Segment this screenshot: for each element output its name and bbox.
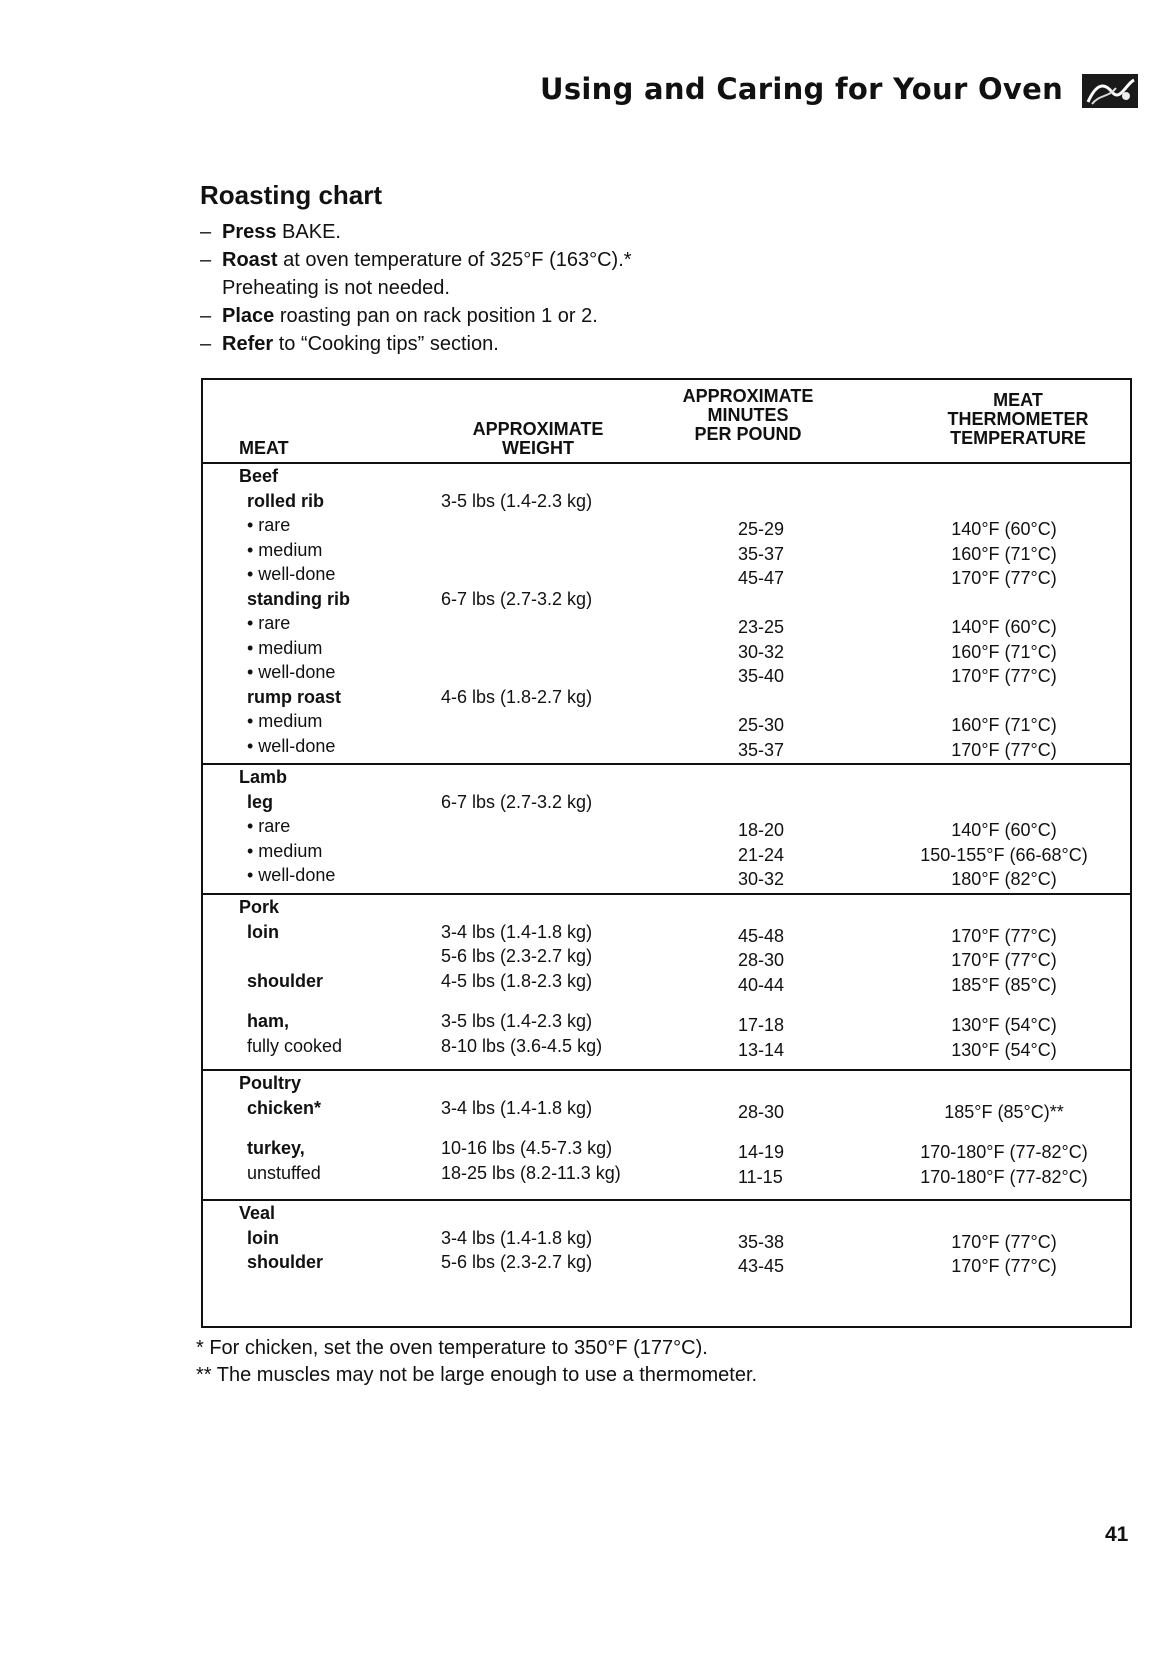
weight-cell: 3-4 lbs (1.4-1.8 kg): [441, 1227, 593, 1248]
instructions-list: [200, 218, 632, 358]
table-row: [203, 920, 1130, 945]
table-row: [203, 1009, 1130, 1034]
instruction-verb: Refer: [222, 333, 274, 355]
temperature-cell: 170°F (77°C): [951, 1256, 1057, 1276]
meat-cell: • rare: [247, 816, 291, 836]
table-row: [203, 1161, 1130, 1186]
meat-cell: shoulder: [247, 1252, 324, 1272]
minutes-cell: 43-45: [738, 1256, 785, 1276]
group-name: Poultry: [239, 1073, 302, 1093]
meat-cell: chicken*: [247, 1097, 322, 1118]
meat-cell: fully cooked: [247, 1035, 343, 1056]
minutes-cell: 13-14: [738, 1039, 785, 1060]
footnote-thermometer: ** The muscles may not be large enough to use a thermometer.: [196, 1364, 758, 1386]
minutes-cell: 18-20: [738, 820, 785, 840]
minutes-cell: 35-37: [738, 543, 785, 564]
header-temp-line2: THERMOMETER: [947, 409, 1089, 429]
meat-cell: • medium: [247, 840, 323, 861]
weight-cell: 5-6 lbs (2.3-2.7 kg): [441, 946, 593, 966]
table-row: [203, 1034, 1130, 1059]
temperature-cell: 185°F (85°C): [951, 974, 1057, 995]
instruction-text: roasting pan on rack position 1 or 2.: [274, 305, 598, 327]
footnote-chicken: * For chicken, set the oven temperature to 350°F (177°C).: [196, 1337, 708, 1359]
minutes-cell: 28-30: [738, 950, 785, 970]
weight-cell: 5-6 lbs (2.3-2.7 kg): [441, 1252, 593, 1272]
minutes-cell: 45-47: [738, 568, 785, 588]
table-row: [203, 685, 1130, 710]
temperature-cell: 170°F (77°C): [951, 950, 1057, 970]
table-row: [203, 636, 1130, 661]
minutes-cell: 21-24: [738, 844, 785, 865]
temperature-cell: 140°F (60°C): [951, 617, 1057, 637]
temperature-cell: 160°F (71°C): [951, 543, 1057, 564]
minutes-cell: 28-30: [738, 1101, 785, 1122]
header-weight: [443, 420, 633, 458]
temperature-cell: 130°F (54°C): [951, 1039, 1057, 1060]
minutes-cell: 17-18: [738, 1015, 785, 1035]
minutes-cell: 35-37: [738, 739, 785, 760]
table-row: [203, 587, 1130, 612]
meat-group-poultry: [203, 1071, 1130, 1201]
table-row: [203, 944, 1130, 969]
group-heading-row: [203, 464, 1130, 489]
weight-cell: 10-16 lbs (4.5-7.3 kg): [441, 1138, 613, 1158]
header-weight-line2: WEIGHT: [502, 438, 574, 458]
table-row: [203, 863, 1130, 888]
header-minutes-line2: MINUTES: [707, 405, 789, 425]
roasting-chart-table: [201, 378, 1132, 1328]
instruction-verb: Place: [222, 305, 275, 327]
instruction-verb: Roast: [222, 249, 278, 271]
temperature-cell: 160°F (71°C): [951, 715, 1057, 735]
meat-cell: • medium: [247, 539, 323, 560]
temperature-cell: 185°F (85°C)**: [944, 1101, 1064, 1122]
meat-cell: shoulder: [247, 970, 324, 991]
meat-cell: • well-done: [247, 564, 336, 584]
weight-cell: 6-7 lbs (2.7-3.2 kg): [441, 588, 593, 609]
meat-group-beef: [203, 464, 1130, 765]
minutes-cell: 23-25: [738, 617, 785, 637]
temperature-cell: 180°F (82°C): [951, 869, 1057, 889]
weight-cell: 3-4 lbs (1.4-1.8 kg): [441, 921, 593, 942]
weight-cell: 4-6 lbs (1.8-2.7 kg): [441, 686, 593, 707]
minutes-cell: 25-30: [738, 715, 785, 735]
minutes-cell: 30-32: [738, 869, 785, 889]
table-row: [203, 660, 1130, 685]
table-row: [203, 489, 1130, 514]
instruction-dash: –: [200, 249, 212, 271]
meat-cell: • rare: [247, 515, 291, 535]
weight-cell: 3-4 lbs (1.4-1.8 kg): [441, 1097, 593, 1118]
instruction-item: [200, 302, 632, 330]
meat-cell: • medium: [247, 637, 323, 658]
weight-cell: 3-5 lbs (1.4-2.3 kg): [441, 1011, 593, 1031]
temperature-cell: 150-155°F (66-68°C): [920, 844, 1088, 865]
instruction-item: [200, 246, 632, 274]
meat-cell: loin: [247, 921, 279, 942]
table-row: [203, 969, 1130, 994]
table-body: [203, 464, 1130, 1287]
table-row: [203, 1226, 1130, 1251]
group-heading-row: [203, 895, 1130, 920]
instruction-dash: –: [200, 333, 212, 355]
temperature-cell: 130°F (54°C): [951, 1015, 1057, 1035]
instruction-dash: –: [200, 305, 212, 327]
table-row: [203, 709, 1130, 734]
minutes-cell: 30-32: [738, 641, 785, 662]
instruction-text: to “Cooking tips” section.: [273, 333, 499, 355]
minutes-cell: 40-44: [738, 974, 785, 995]
temperature-cell: 170°F (77°C): [951, 1231, 1057, 1252]
minutes-cell: 11-15: [738, 1166, 783, 1187]
meat-cell: • medium: [247, 711, 323, 731]
group-heading-row: [203, 1071, 1130, 1096]
table-header: [203, 380, 1130, 464]
header-logo-icon: [1082, 74, 1138, 108]
minutes-cell: 14-19: [738, 1142, 785, 1162]
instruction-dash: –: [200, 221, 212, 243]
table-row: [203, 839, 1130, 864]
table-row: [203, 513, 1130, 538]
group-name: Lamb: [239, 767, 288, 787]
meat-cell: rump roast: [247, 686, 342, 707]
meat-cell: rolled rib: [247, 490, 325, 511]
meat-cell: • well-done: [247, 865, 336, 885]
table-row: [203, 734, 1130, 759]
meat-cell: • rare: [247, 613, 291, 633]
group-name: Veal: [239, 1203, 276, 1223]
table-row: [203, 1096, 1130, 1121]
instruction-verb: Press: [222, 221, 277, 243]
temperature-cell: 140°F (60°C): [951, 519, 1057, 539]
group-heading-row: [203, 765, 1130, 790]
instruction-text: at oven temperature of 325°F (163°C).*: [277, 249, 632, 271]
weight-cell: 6-7 lbs (2.7-3.2 kg): [441, 791, 593, 812]
temperature-cell: 170°F (77°C): [951, 666, 1057, 686]
header-weight-line1: APPROXIMATE: [472, 419, 604, 439]
meat-group-pork: [203, 895, 1130, 1071]
table-row: [203, 790, 1130, 815]
header-temperature: [923, 391, 1113, 448]
temperature-cell: 170°F (77°C): [951, 925, 1057, 946]
table-row: [203, 611, 1130, 636]
table-row: [203, 562, 1130, 587]
table-row: [203, 1136, 1130, 1161]
temperature-cell: 160°F (71°C): [951, 641, 1057, 662]
minutes-cell: 35-38: [738, 1231, 785, 1252]
section-title: Roasting chart: [200, 180, 383, 210]
weight-cell: 8-10 lbs (3.6-4.5 kg): [441, 1035, 603, 1056]
header-minutes-line3: PER POUND: [694, 424, 802, 444]
meat-cell: leg: [247, 791, 274, 812]
temperature-cell: 170°F (77°C): [951, 739, 1057, 760]
footnotes: [196, 1335, 757, 1389]
meat-cell: • well-done: [247, 735, 336, 756]
minutes-cell: 45-48: [738, 925, 785, 946]
instruction-text: BAKE.: [276, 221, 341, 243]
instruction-item: [200, 218, 632, 246]
meat-cell: • well-done: [247, 662, 336, 682]
header-minutes-line1: APPROXIMATE: [682, 386, 814, 406]
meat-cell: loin: [247, 1227, 279, 1248]
weight-cell: 4-5 lbs (1.8-2.3 kg): [441, 970, 593, 991]
meat-cell: unstuffed: [247, 1162, 321, 1183]
temperature-cell: 170-180°F (77-82°C): [920, 1142, 1088, 1162]
meat-cell: standing rib: [247, 588, 350, 609]
page-number: 41: [1105, 1523, 1129, 1546]
header-temp-line1: MEAT: [993, 390, 1043, 410]
table-row: [203, 538, 1130, 563]
meat-group-lamb: [203, 765, 1130, 895]
weight-cell: 18-25 lbs (8.2-11.3 kg): [441, 1162, 621, 1183]
table-row: [203, 814, 1130, 839]
temperature-cell: 140°F (60°C): [951, 820, 1057, 840]
temperature-cell: 170-180°F (77-82°C): [920, 1166, 1088, 1187]
minutes-cell: 35-40: [738, 666, 785, 686]
instruction-subtext: Preheating is not needed.: [222, 277, 450, 299]
temperature-cell: 170°F (77°C): [951, 568, 1057, 588]
weight-cell: 3-5 lbs (1.4-2.3 kg): [441, 490, 593, 511]
group-name: Beef: [239, 466, 279, 486]
header-minutes: [658, 387, 838, 444]
meat-group-veal: [203, 1201, 1130, 1287]
instruction-item: [200, 330, 632, 358]
minutes-cell: 25-29: [738, 519, 785, 539]
header-meat: MEAT: [239, 438, 289, 458]
page-header-title: Using and Caring for Your Oven: [540, 72, 1064, 106]
meat-cell: turkey,: [247, 1138, 305, 1158]
group-name: Pork: [239, 897, 280, 917]
meat-cell: ham,: [247, 1011, 290, 1031]
group-heading-row: [203, 1201, 1130, 1226]
table-row: [203, 1250, 1130, 1275]
header-temp-line3: TEMPERATURE: [950, 428, 1086, 448]
